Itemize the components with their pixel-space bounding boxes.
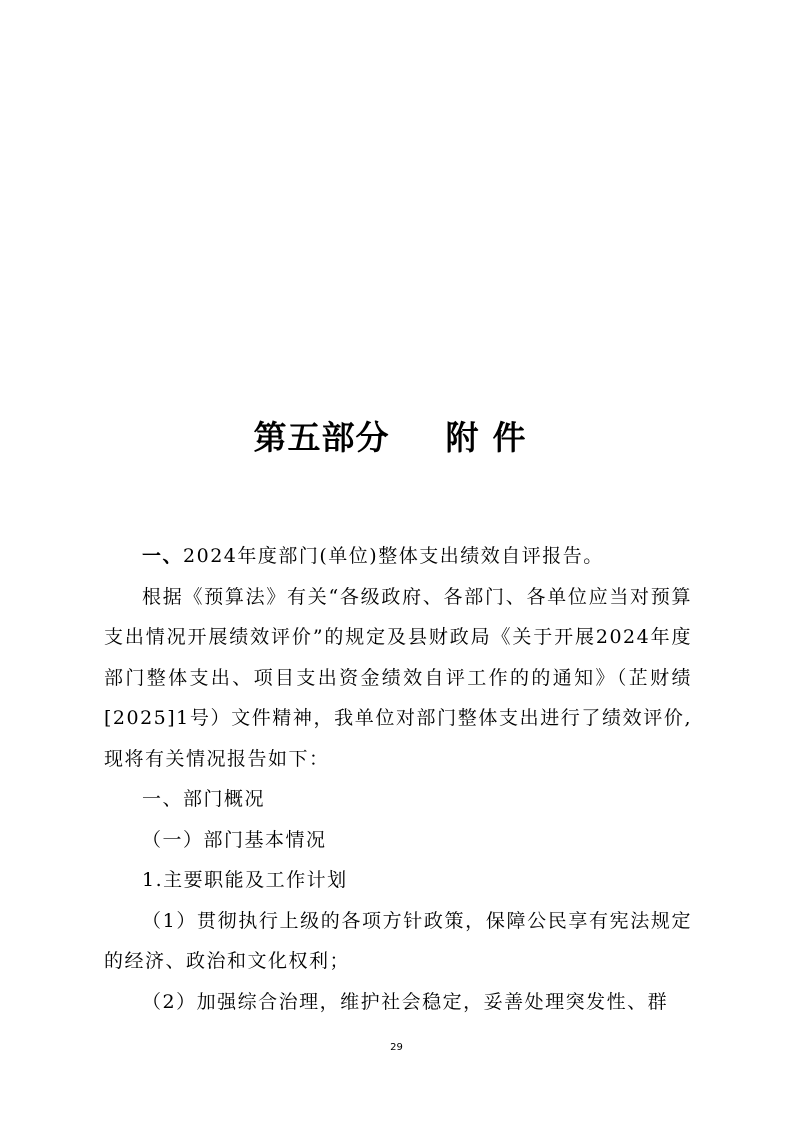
paragraph-dept-overview: 一、部门概况: [142, 788, 266, 810]
page-number: 29: [390, 1042, 403, 1053]
part-title-word2: 附件: [445, 418, 540, 457]
section-heading-text: 2024年度部门(单位)整体支出绩效自评报告。: [183, 545, 604, 567]
paragraph-main-duties: 1.主要职能及工作计划: [142, 869, 348, 891]
section-heading: [104, 536, 692, 577]
part-title-word1: 第五部分: [253, 418, 390, 457]
section-heading-prefix: 一、: [142, 545, 184, 567]
part-title: [0, 412, 793, 459]
paragraph-duty-1: （1）贯彻执行上级的各项方针政策，保障公民享有宪法规定的经济、政治和文化权利；: [104, 909, 692, 972]
paragraph-intro: 根据《预算法》有关“各级政府、各部门、各单位应当对预算支出情况开展绩效评价”的规定及县财政局《关于开展2024年度部门整体支出、项目支出资金绩效自评工作的的通知》（芷财绩[2025]1号）文件精神，我单位对部门整体支出进行了绩效评价,现将有关情况报告如下：: [104, 585, 692, 770]
paragraph-duty-2: （2）加强综合治理，维护社会稳定，妥善处理突发性、群: [142, 990, 669, 1013]
body-text: [104, 536, 692, 1022]
paragraph-basic-info: （一）部门基本情况: [142, 828, 327, 851]
